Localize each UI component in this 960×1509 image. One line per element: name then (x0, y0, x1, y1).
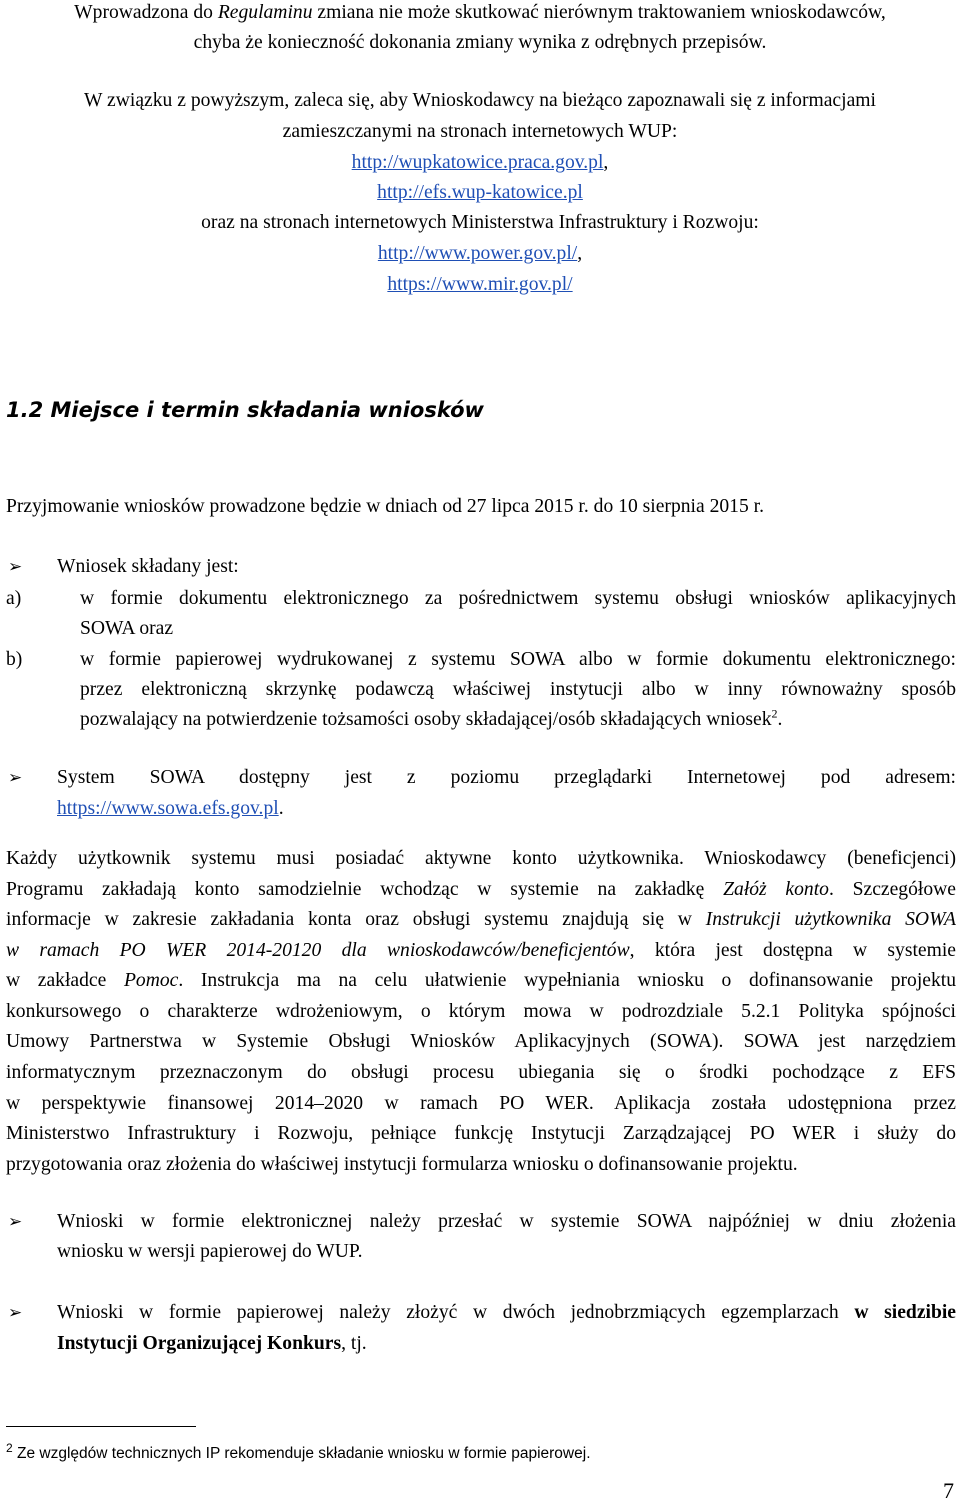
para-line-10: Ministerstwo Infrastruktury i Rozwoju, pełniące funkcję Instytucji Zarządzającej PO WER i służy do (6, 1123, 956, 1144)
notice-link-line-1 (0, 151, 960, 175)
list-label-b: b) (6, 649, 23, 670)
separator: , (603, 152, 609, 173)
para-line-9: w perspektywie finansowej 2014–2020 w ramach PO WER. Aplikacja została udostępniona przez (6, 1093, 956, 1114)
footnote-ref[interactable]: 2 (771, 706, 778, 721)
para-line-5 (6, 969, 956, 993)
notice-link-line-4 (0, 273, 960, 297)
item-b-line-1: w formie papierowej wydrukowanej z systemu SOWA albo w formie dokumentu elektronicznego: (80, 649, 956, 670)
bullet3-line-2: wniosku w wersji papierowej do WUP. (57, 1241, 363, 1262)
italic-text: w ramach PO WER 2014-20120 dla wnioskodawców/beneficjentów (6, 940, 630, 961)
text: . (278, 798, 284, 819)
footnote-separator (6, 1426, 196, 1427)
text: Wnioski w formie papierowej należy złożyć w dwóch jednobrzmiących egzemplarzach (57, 1302, 855, 1323)
section-heading: 1.2 Miejsce i termin składania wniosków (6, 398, 484, 422)
para-line-8: informatycznym przeznaczonym do obsługi procesu ubiegania się o środki pochodzące z EFS (6, 1062, 956, 1083)
notice-line-2: zamieszczanymi na stronach internetowych WUP: (282, 121, 678, 142)
text: , tj. (341, 1333, 367, 1354)
para-line-3 (6, 908, 956, 932)
footnote-mark: 2 (6, 1440, 13, 1455)
arrow-bullet-icon: ➢ (8, 557, 23, 577)
italic-text: Pomoc (123, 970, 179, 991)
text: . Szczegółowe (828, 879, 956, 900)
section-intro: Przyjmowanie wniosków prowadzone będzie w dniach od 27 lipca 2015 r. do 10 sierpnia 2015 r. (6, 496, 765, 517)
footnote-text: Ze względów technicznych IP rekomenduje składanie wniosku w formie papierowej. (12, 1445, 591, 1462)
top-line-2: chyba że konieczność dokonania zmiany wynika z odrębnych przepisów. (193, 32, 767, 53)
para-line-1: Każdy użytkownik systemu musi posiadać aktywne konto użytkownika. Wnioskodawcy (beneficjenci) (6, 848, 956, 869)
para-line-7: Umowy Partnerstwa w Systemie Obsługi Wniosków Aplikacyjnych (SOWA). SOWA jest narzędziem (6, 1031, 956, 1052)
para-line-2 (6, 878, 956, 902)
bold-text: Instytucji Organizującej Konkurs (57, 1333, 342, 1354)
bullet4-line-1 (57, 1301, 956, 1325)
text: w zakładce (6, 970, 124, 991)
separator: , (577, 243, 583, 264)
item-b-line-3 (80, 708, 782, 732)
link-sowa[interactable]: https://www.sowa.efs.gov.pl (57, 798, 279, 819)
link-mir[interactable]: https://www.mir.gov.pl/ (387, 274, 573, 295)
bullet2-line-1: System SOWA dostępny jest z poziomu przeglądarki Internetowej pod adresem: (57, 767, 956, 788)
top-line-1 (0, 1, 960, 25)
bullet4-line-2 (57, 1332, 367, 1356)
text: Wprowadzona do (74, 2, 218, 23)
page-number: 7 (943, 1478, 954, 1503)
bullet3-line-1: Wnioski w formie elektronicznej należy przesłać w systemie SOWA najpóźniej w dniu złożenia (57, 1211, 956, 1232)
item-a-line-2: SOWA oraz (80, 618, 174, 639)
text: Programu zakładają konto samodzielnie wchodząc w systemie na zakładkę (6, 879, 724, 900)
italic-text: Załóż konto (723, 879, 829, 900)
para-line-4 (6, 939, 956, 963)
link-efs-wup[interactable]: http://efs.wup-katowice.pl (377, 182, 583, 203)
para-line-6: konkursowego o charakterze wdrożeniowym, o którym mowa w podrozdziale 5.2.1 Polityka spójności (6, 1001, 956, 1022)
notice-link-line-2 (0, 181, 960, 205)
footnote (6, 1440, 591, 1464)
bullet2-line-2 (57, 797, 284, 821)
bullet1-text: Wniosek składany jest: (57, 556, 239, 577)
text: informacje w zakresie zakładania konta oraz obsługi systemu znajdują się w (6, 909, 706, 930)
arrow-bullet-icon: ➢ (8, 1303, 23, 1323)
notice-line-1: W związku z powyższym, zaleca się, aby Wnioskodawcy na bieżąco zapoznawali się z informacjami (84, 90, 876, 111)
notice-link-line-3 (0, 242, 960, 266)
notice-line-3: oraz na stronach internetowych Ministerstwa Infrastruktury i Rozwoju: (201, 212, 759, 233)
list-label-a: a) (6, 588, 22, 609)
text: pozwalający na potwierdzenie tożsamości osoby składającej/osób składających wniosek (80, 709, 772, 730)
bold-text: w siedzibie (854, 1302, 956, 1323)
text: . Instrukcja ma na celu ułatwienie wypełniania wniosku o dofinansowanie projektu (178, 970, 956, 991)
text: zmiana nie może skutkować nierównym traktowaniem wnioskodawców, (312, 2, 886, 23)
item-b-line-2: przez elektroniczną skrzynkę podawczą właściwej instytucji albo w inny równoważny sposób (80, 679, 956, 700)
link-power[interactable]: http://www.power.gov.pl/ (377, 243, 578, 264)
link-wupkatowice[interactable]: http://wupkatowice.praca.gov.pl (351, 152, 604, 173)
item-a-line-1: w formie dokumentu elektronicznego za pośrednictwem systemu obsługi wniosków aplikacyjnych (80, 588, 956, 609)
para-line-11: przygotowania oraz złożenia do właściwej instytucji formularza wniosku o dofinansowanie projektu. (6, 1154, 798, 1175)
text: . (777, 709, 783, 730)
italic-text: Regulaminu (217, 2, 313, 23)
italic-text: Instrukcji użytkownika SOWA (705, 909, 956, 930)
text: , która jest dostępna w systemie (629, 940, 956, 961)
arrow-bullet-icon: ➢ (8, 768, 23, 788)
arrow-bullet-icon: ➢ (8, 1212, 23, 1232)
